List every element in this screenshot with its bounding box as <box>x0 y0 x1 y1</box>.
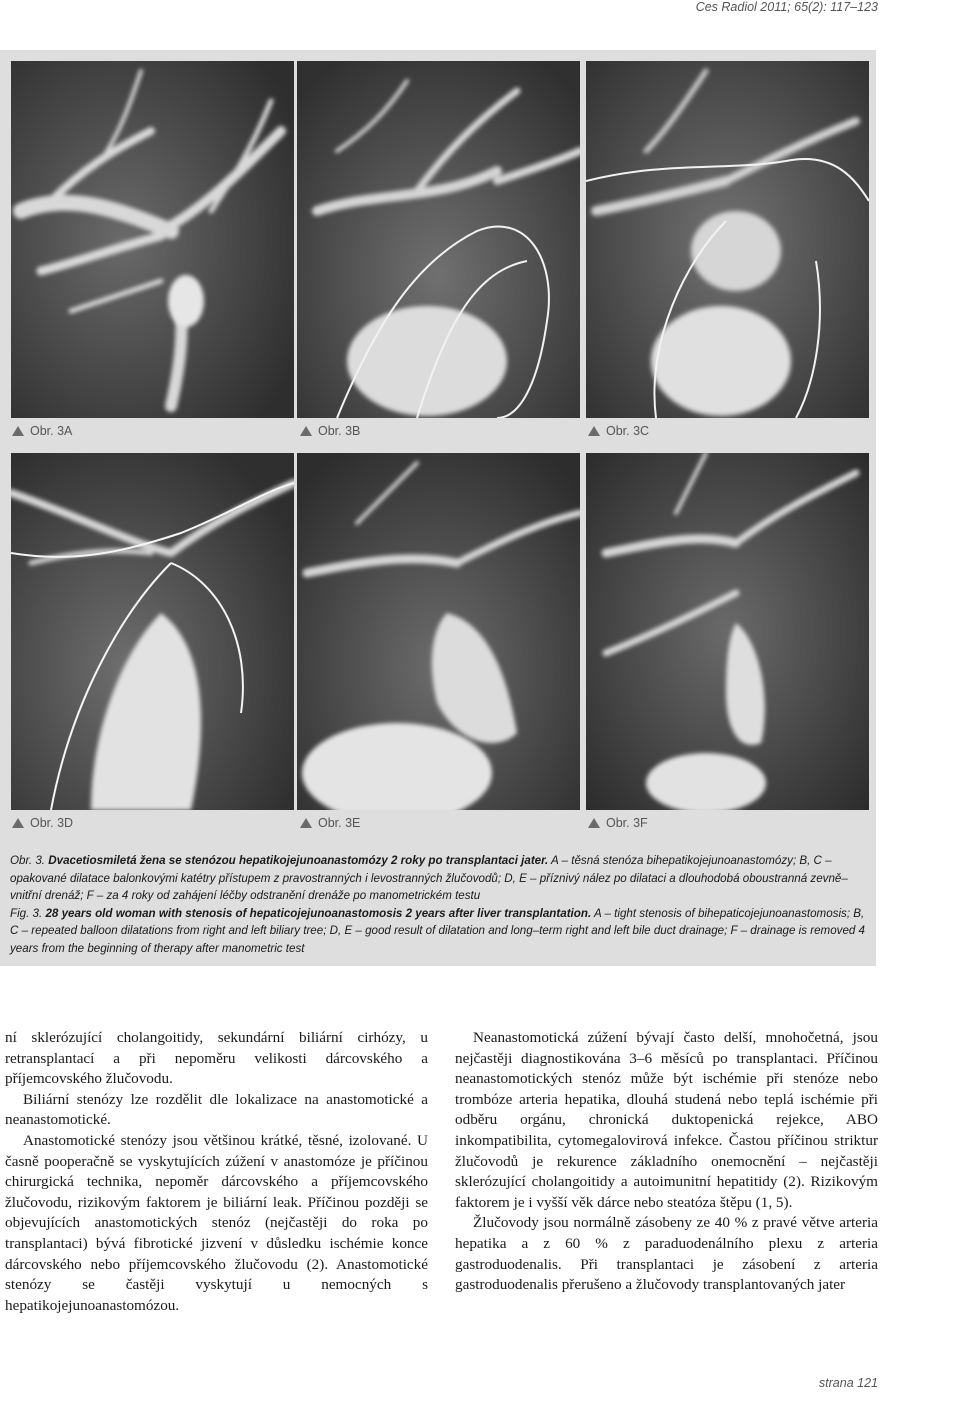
figure-caption <box>10 852 870 958</box>
panel-label-3a: Obr. 3A <box>12 424 72 438</box>
body-column-left <box>5 1028 428 1316</box>
triangle-icon <box>300 818 312 828</box>
page-footer <box>819 1376 878 1390</box>
panel-label-3d: Obr. 3D <box>12 816 73 830</box>
xray-panel-3f <box>586 453 869 810</box>
caption-en-text: A – tight stenosis of bihepaticojejunoanastomosis; B, C – repeated balloon dilatations from right and left biliary tree; D, E – good result of dilatation and long–term right and left bile duct drainage; F – drainage is removed 4 years from the beginning of therapy after manometric test <box>10 906 866 955</box>
figure-3 <box>0 50 876 966</box>
xray-panel-3d <box>11 453 294 810</box>
body-column-right <box>455 1028 878 1296</box>
xray-panel-3a <box>11 61 294 418</box>
xray-panel-3b <box>297 61 580 418</box>
panel-label-3c: Obr. 3C <box>588 424 649 438</box>
triangle-icon <box>300 426 312 436</box>
triangle-icon <box>12 818 24 828</box>
paragraph: ní sklerózující cholangoitidy, sekundární biliární cirhózy, u retransplantací a při nepoměru velikosti dárcovského a příjemcovského žlučovodu. <box>5 1029 428 1088</box>
panel-label-3f: Obr. 3F <box>588 816 648 830</box>
paragraph: Žlučovody jsou normálně zásobeny ze 40 % z pravé větve arteria hepatika a z 60 % z paraduodenálního plexu z arteria gastroduodenalis. Při transplantaci je zásobení z arteria gastroduodenalis přerušeno a žlučovody transplantovaných jater <box>455 1214 878 1294</box>
paragraph: Anastomotické stenózy jsou většinou krátké, těsné, izolované. U časně pooperačně se vyskytujících zúžení v anastomóze je příčinou chirurgická technika, nepoměr dárcovského a příjemcovského žlučovodu, rizikovým faktorem je biliární leak. Příčinou později se objevujících anastomotických stenóz (nejčastěji do roka po transplantaci) bývá fibrotické jizvení v důsledku ischémie konce dárcovského nebo příjemcovského žlučovodu (2). Anastomotické stenózy se častěji vyskytují u nemocných s hepatikojejunoanastomózou. <box>5 1131 428 1314</box>
triangle-icon <box>12 426 24 436</box>
triangle-icon <box>588 426 600 436</box>
caption-czech <box>10 852 870 905</box>
caption-en-title: 28 years old woman with stenosis of hepaticojejunoanastomosis 2 years after liver transplantation. <box>45 906 592 920</box>
paragraph: Neanastomotická zúžení bývají často delší, mnohočetná, jsou nejčastěji diagnostikována 3–6 měsíců po transplantaci. Příčinou neanastomotických stenóz může být ischémie při stenóze nebo trombóze arteria hepatika, dlouhá studená nebo teplá ischémie při odběru orgánu, chronická duktopenická rejekce, ABO inkompatibilita, cytomegalovirová infekce. Častou příčinou striktur žlučovodů je rekurence základního onemocnění – nejčastěji sklerózující cholangoitidy a autoimunitní hepatitidy (2). Rizikovým faktorem je i vyšší věk dárce nebo steatóza štěpu (1, 5). <box>455 1029 878 1211</box>
running-header <box>0 0 878 22</box>
caption-english <box>10 905 870 958</box>
caption-cz-prefix: Obr. 3. <box>10 854 46 867</box>
caption-cz-text: A – těsná stenóza bihepatikojejunoanastomózy; B, C – opakované dilatace balonkovými katétry přístupem z pravostranných i levostranných žlučovodů; D, E – příznivý nález po dilataci a dlouhodobá oboustranná zevně–vnitřní drenáž; F – za 4 roky od zahájení léčby odstranění drenáže po manometrickém testu <box>10 854 848 903</box>
panel-label-3b: Obr. 3B <box>300 424 360 438</box>
xray-panel-3c <box>586 61 869 418</box>
panel-label-3e: Obr. 3E <box>300 816 360 830</box>
caption-cz-title: Dvacetiosmiletá žena se stenózou hepatikojejunoanastomózy 2 roky po transplantaci jater. <box>48 854 549 867</box>
xray-panel-3e <box>297 453 580 810</box>
triangle-icon <box>588 818 600 828</box>
journal-reference: Ces Radiol 2011; 65(2): 117–123 <box>695 0 878 14</box>
caption-en-prefix: Fig. 3. <box>10 906 43 920</box>
page-number: strana 121 <box>818 1376 878 1390</box>
paragraph: Biliární stenózy lze rozdělit dle lokalizace na anastomotické a neanastomotické. <box>5 1090 428 1129</box>
